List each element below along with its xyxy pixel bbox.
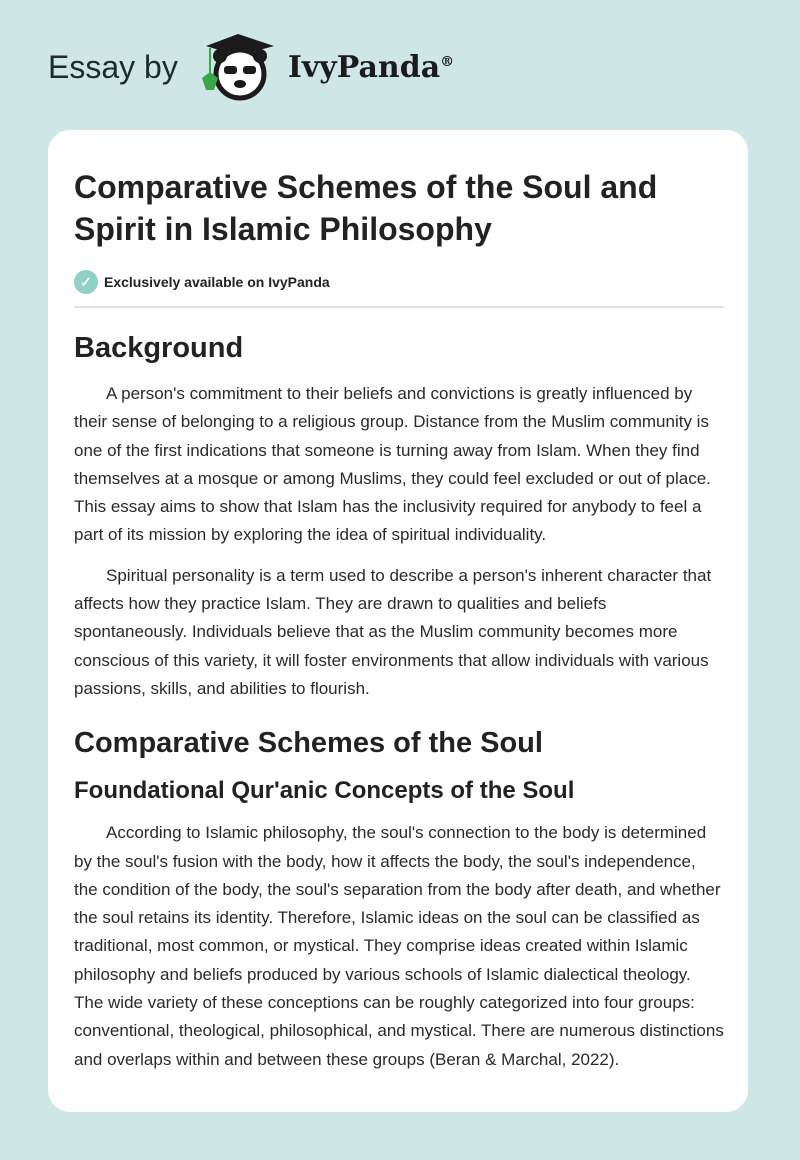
section-heading: Comparative Schemes of the Soul	[74, 727, 543, 760]
paragraph: Spiritual personality is a term used to describe a person's inherent character that affects how they practice Islam. They are drawn to qualities and beliefs spontaneously. Individuals believe that as the Muslim community becomes more conscious of this variety, it will foster environments that allow individuals with various passions, skills, and abilities to flourish.	[74, 565, 712, 698]
panda-logo-icon	[198, 32, 278, 102]
essay-by-label: Essay by	[48, 48, 178, 85]
check-icon: ✓	[74, 270, 98, 294]
badge-text: Exclusively available on IvyPanda	[104, 274, 330, 290]
site-logo[interactable]	[48, 32, 454, 102]
essay-card	[48, 130, 748, 1112]
subsection-heading: Foundational Qur'anic Concepts of the Soul	[74, 777, 575, 805]
paragraph: According to Islamic philosophy, the soul's connection to the body is determined by the soul's fusion with the body, how it affects the body, the soul's independence, the condition of the body, the soul's separation from the body after death, and whether the soul retains its identity. Therefore, Islamic ideas on the soul can be classified as traditional, most common, or mystical. They comprise ideas created within Islamic philosophy and beliefs produced by various schools of Islamic dialectical theology. The wide variety of these conceptions can be roughly categorized into four groups: conventional, theological, philosophical, and mystical. There are numerous distinctions and overlaps within and between these groups (Beran & Marchal, 2022).	[74, 823, 724, 1069]
exclusive-badge	[74, 270, 724, 294]
page-title: Comparative Schemes of the Soul and Spirit in Islamic Philosophy	[74, 169, 658, 247]
section-heading: Background	[74, 332, 244, 364]
brand-name: IvyPanda®	[287, 49, 455, 85]
divider	[74, 306, 724, 308]
paragraph: A person's commitment to their beliefs and convictions is greatly influenced by their sense of belonging to a religious group. Distance from the Muslim community is one of the first indications that someone is turning away from Islam. When they find themselves at a mosque or among Muslims, they could feel excluded or out of place. This essay aims to show that Islam has the inclusivity required for anybody to feel a part of its mission by exploring the idea of spiritual individuality.	[74, 384, 711, 545]
